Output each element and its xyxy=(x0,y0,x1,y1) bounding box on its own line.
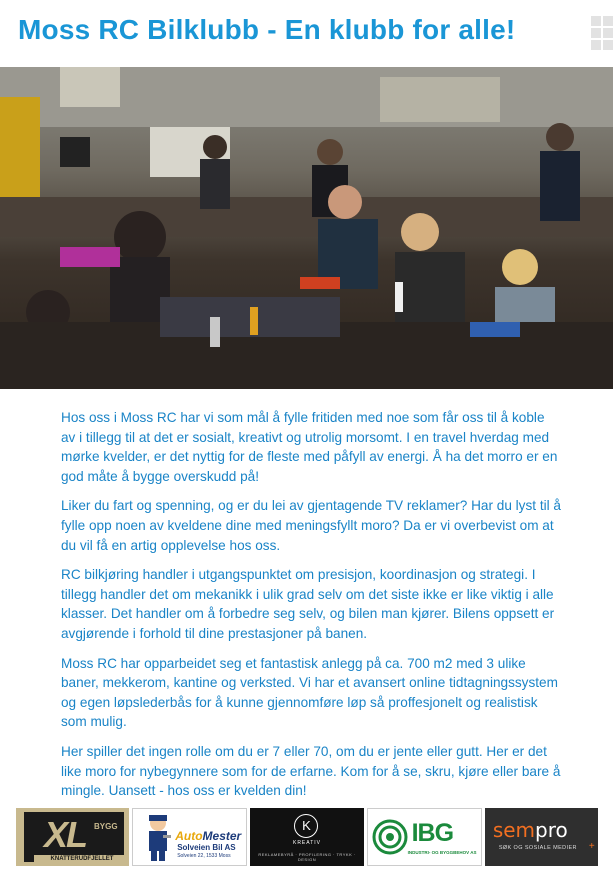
automester-address: Solveien 22, 1533 Moss xyxy=(177,853,231,859)
article-body xyxy=(61,408,561,811)
automester-logo xyxy=(175,829,241,843)
sponsor-sempro[interactable] xyxy=(485,808,598,866)
sempro-logo-part1: sem xyxy=(492,818,536,842)
ibg-ring-icon xyxy=(372,819,408,855)
kreativ-logo: K xyxy=(294,814,318,838)
paragraph: Liker du fart og spenning, og er du lei av gjentagende TV reklamer? Har du lyst til å fylle opp noen av kveldene dine med meningsfyllt moro? Da er vi overbevist om at du vil få en artig opplevelse hos oss. xyxy=(61,498,561,553)
sempro-subtitle: SØK OG SOSIALE MEDIER xyxy=(498,845,577,851)
sponsor-logos xyxy=(16,808,598,866)
corner-decoration xyxy=(591,16,613,50)
ibg-subtitle: INDUSTRI- OG BYGGBEHOV AS xyxy=(407,850,477,855)
xl-logo: XL xyxy=(44,814,87,855)
sempro-logo-part2: pro xyxy=(535,818,568,842)
paragraph: Her spiller det ingen rolle om du er 7 eller 70, om du er jente eller gutt. Her er det like moro for nybegynnere som for de erfarne. Kom for å se, skru, kjøre eller bare å mingle. Uansett - hos oss er kvelden din! xyxy=(61,743,561,799)
automester-logo-part2: Mester xyxy=(202,829,242,843)
ibg-logo: IBG xyxy=(411,819,454,847)
sponsor-kreativ[interactable] xyxy=(250,808,363,866)
sponsor-ibg[interactable] xyxy=(367,808,482,866)
sponsor-xl-bygg[interactable] xyxy=(16,808,129,866)
page-title: Moss RC Bilklubb - En klubb for alle! xyxy=(18,14,516,45)
xl-bygg-label: BYGG xyxy=(94,822,118,831)
xl-logo-box xyxy=(24,812,124,862)
mechanic-icon xyxy=(143,813,173,863)
kreativ-name: KREATIV xyxy=(292,840,322,846)
paragraph: Moss RC har opparbeidet seg et fantastisk anlegg på ca. 700 m2 med 3 ulike baner, mekkerom, kantine og verksted. Vi har et avansert online tidtagningssystem og egen løpslederbås for å kunne gjennomføre løp så proffesjonelt og realistisk som mulig. xyxy=(61,655,558,730)
kreativ-services: REKLAMEBYRÅ · PROFILERING · TRYKK · DESIGN xyxy=(258,852,356,862)
automester-name: Solveien Bil AS xyxy=(177,843,236,852)
sempro-logo xyxy=(493,818,568,842)
automester-logo-part1: Auto xyxy=(175,829,203,843)
club-event-photo xyxy=(0,67,613,389)
sponsor-automester[interactable] xyxy=(132,808,247,866)
paragraph: Hos oss i Moss RC har vi som mål å fylle fritiden med noe som får oss til å koble av i tillegg til at det er sosialt, kreativt og utrolig morsomt. I en travel hverdag med mørke kvelder, er det nyttig for de fleste med påfyll av energi. Å ha det morro er en god måte å bygge overskudd på! xyxy=(61,410,558,484)
xl-tagline: KNATTERUDFJELLET xyxy=(34,855,129,864)
paragraph: RC bilkjøring handler i utgangspunktet om presisjon, koordinasjon og strategi. I tillegg handler det om mekanikk i ulik grad selv om det siste ikke er like viktig i alle klasser. Det handler om å forbedre seg selv, og bilen man kjører. Bilens oppsett er avgjørende i forhold til dine prestasjoner på banen. xyxy=(61,567,555,641)
plus-icon: + xyxy=(588,841,595,852)
